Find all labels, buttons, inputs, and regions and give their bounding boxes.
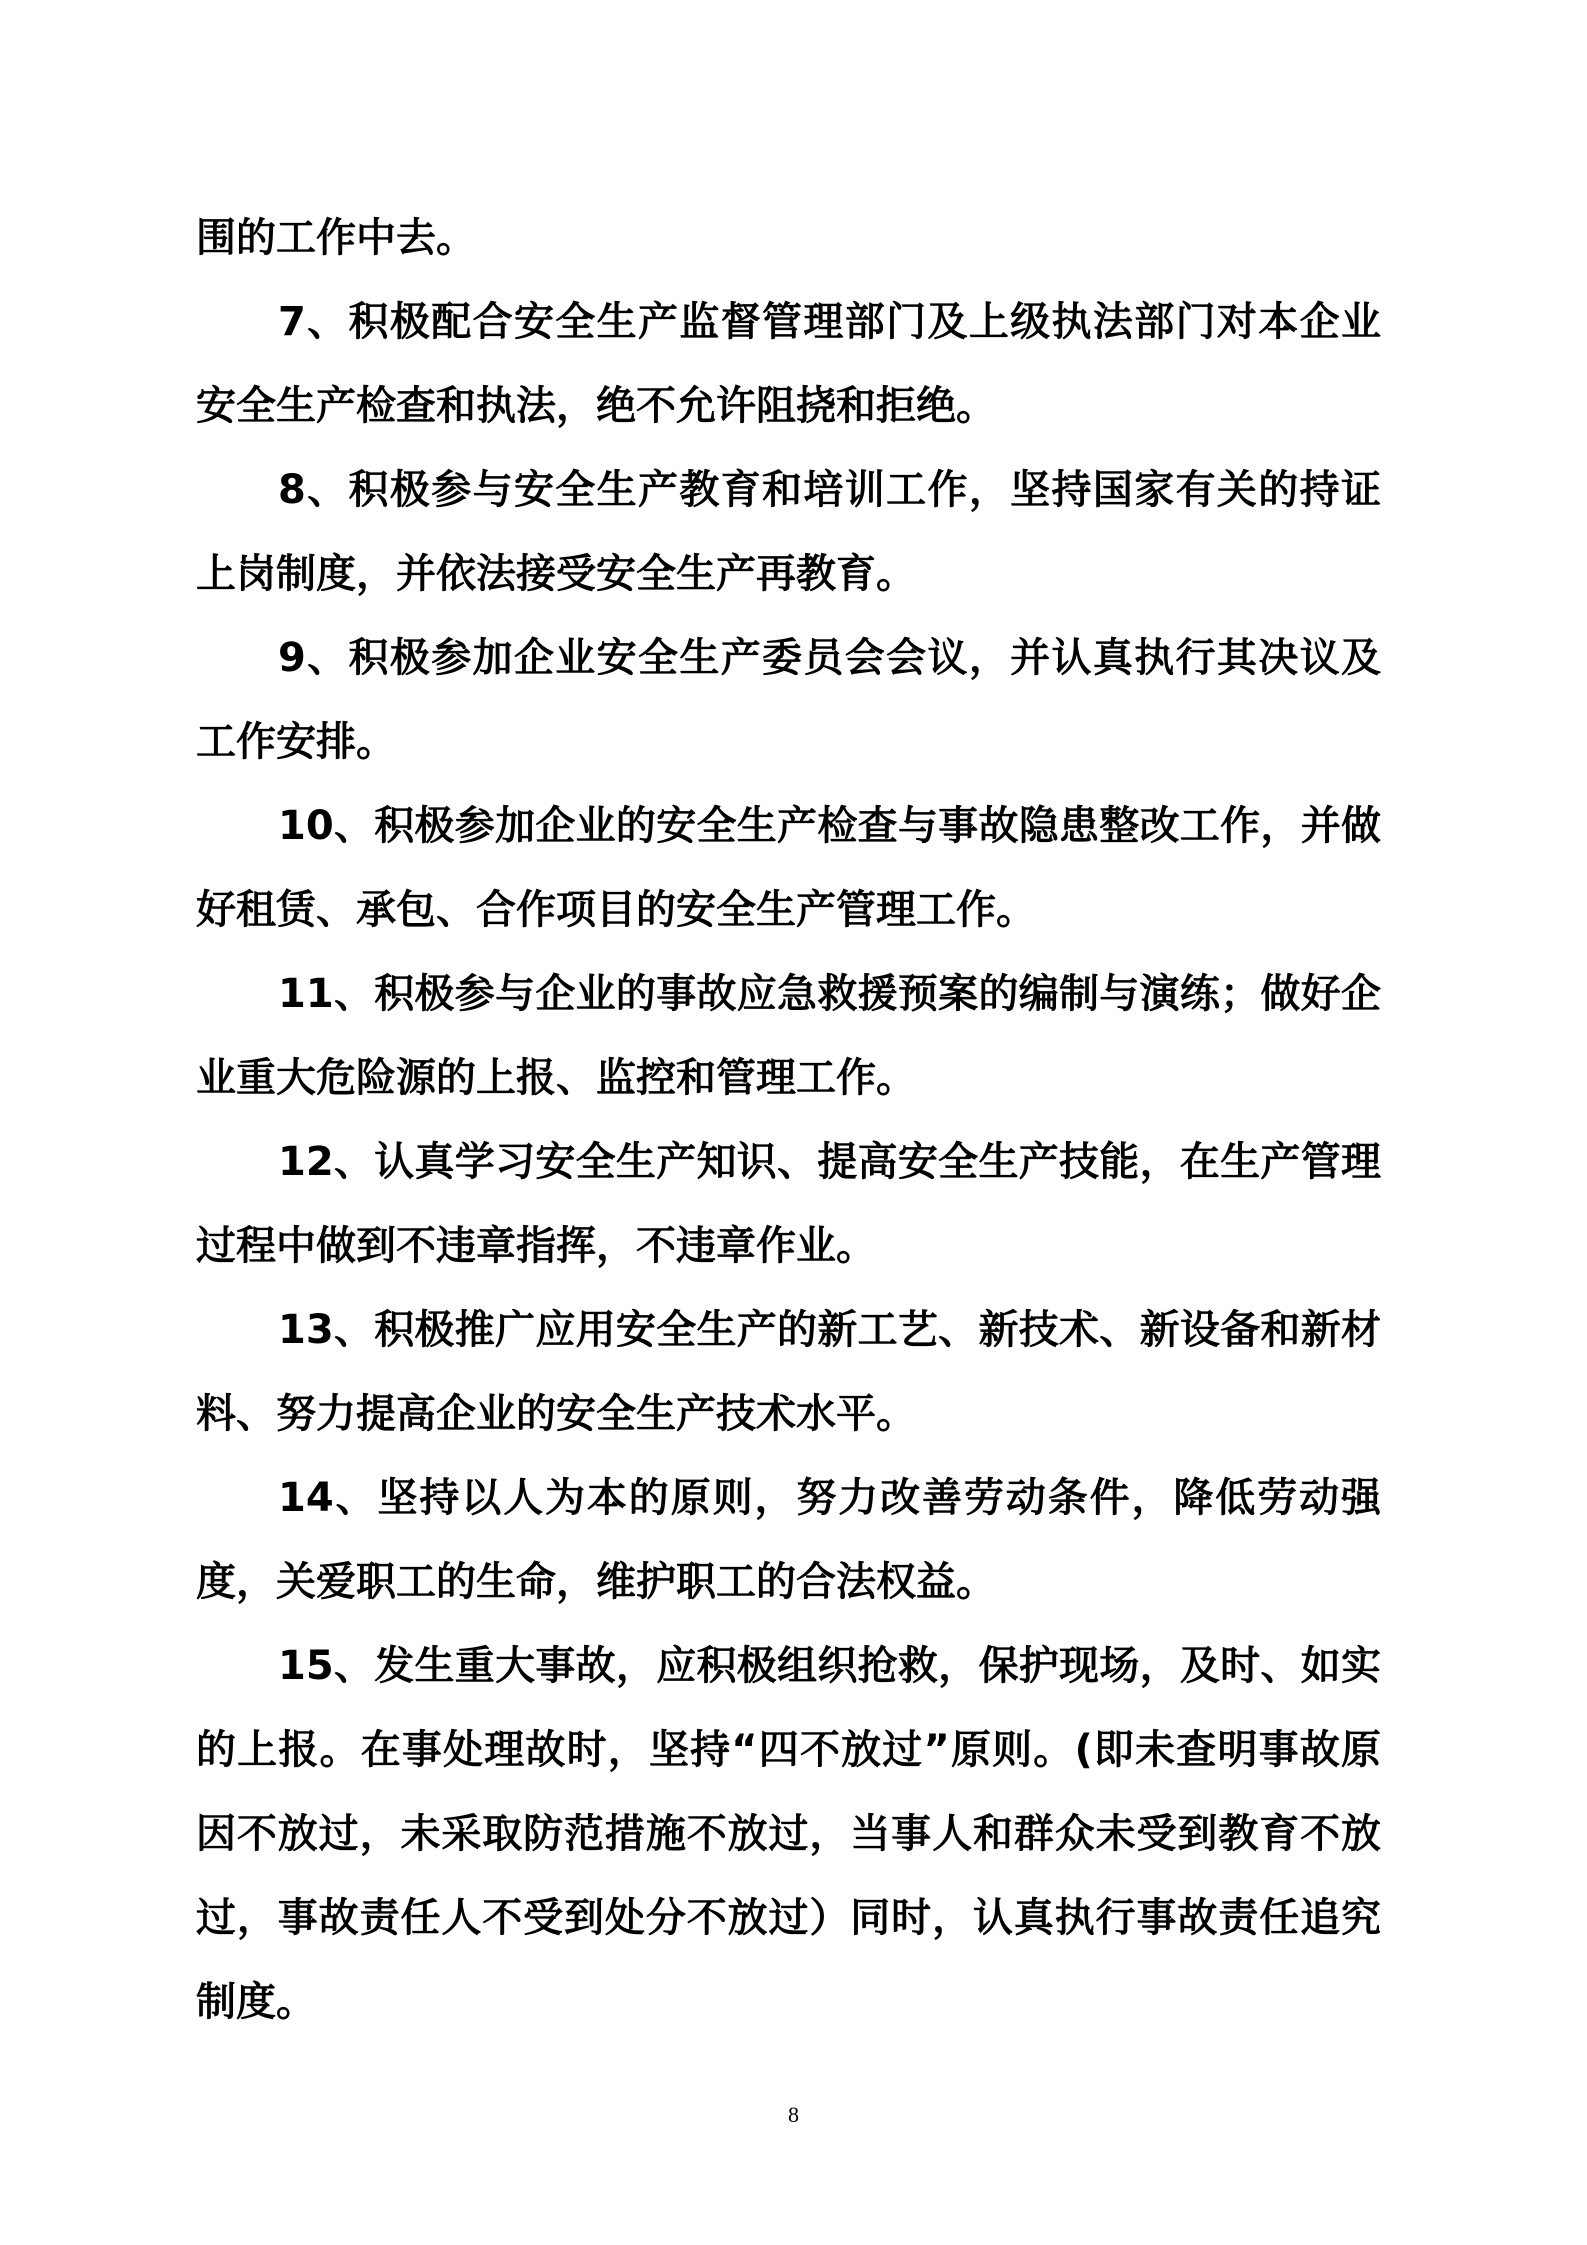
paragraph-item-8: 8、积极参与安全生产教育和培训工作，坚持国家有关的持证上岗制度，并依法接受安全生产再教育。 [196, 467, 1381, 597]
page-number: 8 [788, 2102, 799, 2127]
paragraph-continuation: 围的工作中去。 [196, 215, 476, 261]
paragraph-item-14: 14、坚持以人为本的原则，努力改善劳动条件，降低劳动强度，关爱职工的生命，维护职工的合法权益。 [196, 1475, 1381, 1605]
paragraph-item-10: 10、积极参加企业的安全生产检查与事故隐患整改工作，并做好租赁、承包、合作项目的安全生产管理工作。 [196, 803, 1381, 933]
document-body [196, 196, 1381, 2044]
paragraph-item-7: 7、积极配合安全生产监督管理部门及上级执法部门对本企业安全生产检查和执法，绝不允许阻挠和拒绝。 [196, 299, 1381, 429]
paragraph-item-12: 12、认真学习安全生产知识、提高安全生产技能，在生产管理过程中做到不违章指挥，不违章作业。 [196, 1139, 1381, 1269]
paragraph-item-15: 15、发生重大事故，应积极组织抢救，保护现场，及时、如实的上报。在事处理故时，坚持“四不放过”原则。(即未查明事故原因不放过，未采取防范措施不放过，当事人和群众未受到教育不放过，事故责任人不受到处分不放过）同时，认真执行事故责任追究制度。 [196, 1643, 1381, 2025]
paragraph-item-13: 13、积极推广应用安全生产的新工艺、新技术、新设备和新材料、努力提高企业的安全生产技术水平。 [196, 1307, 1381, 1437]
paragraph-item-9: 9、积极参加企业安全生产委员会会议，并认真执行其决议及工作安排。 [196, 635, 1381, 765]
paragraph-item-11: 11、积极参与企业的事故应急救援预案的编制与演练；做好企业重大危险源的上报、监控和管理工作。 [196, 971, 1381, 1101]
